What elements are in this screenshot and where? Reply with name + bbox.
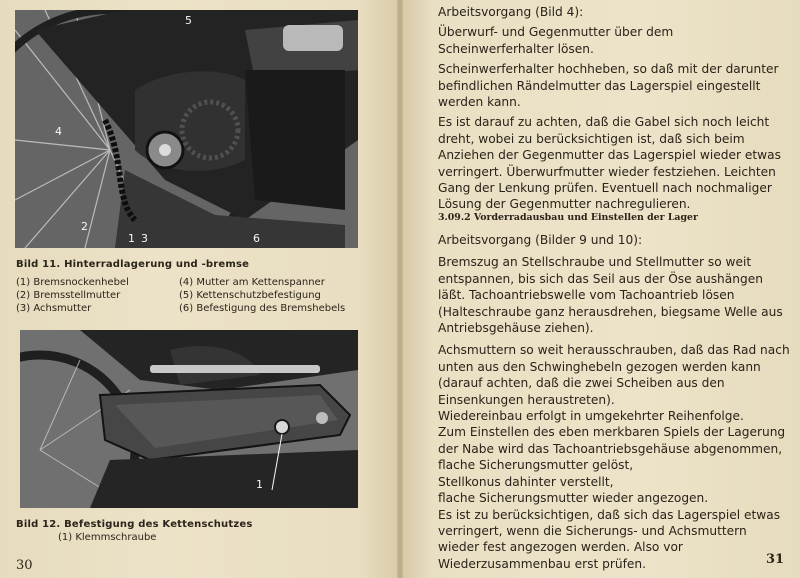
paragraph: Stellkonus dahinter verstellt,	[438, 474, 614, 489]
paragraph: Zum Einstellen des eben merkbaren Spiels der Lagerung der Nabe wird das Tachoantriebsgehäuse abgenommen, flache Sicherungsmutter gelöst,	[438, 425, 786, 473]
paragraph: Achsmuttern so weit herausschrauben, daß das Rad nach unten aus den Schwinghebeln gezogen werden kann (darauf achten, daß die zwei Scheiben aus den Einsenkungen heraustreten).	[438, 343, 790, 407]
legend-item: (3) Achsmutter	[16, 303, 92, 314]
fig11-callout-4: 4	[55, 125, 62, 138]
legend-item: (1) Klemmschraube	[58, 532, 157, 543]
paragraph: Bremszug an Stellschraube und Stellmutter so weit entspannen, bis sich das Seil aus der Öse aushängen läßt. Tachoantriebswelle vom Tachoantrieb lösen (Halteschraube ganz herausdrehen, biegsame Welle aus Antriebsgehäuse ziehen).	[438, 255, 783, 336]
fig11-callout-3: 3	[141, 232, 148, 245]
paragraph: Überwurf- und Gegenmutter über dem Scheinwerferhalter lösen.	[438, 25, 674, 56]
figure-11-legend	[16, 276, 376, 318]
page-number-left: 30	[16, 558, 33, 573]
legend-item: (5) Kettenschutzbefestigung	[179, 290, 321, 301]
figure-12-caption: Bild 12. Befestigung des Kettenschutzes	[16, 519, 253, 530]
book-gutter	[397, 0, 403, 578]
figure-11-caption: Bild 11. Hinterradlagerung und -bremse	[16, 259, 250, 270]
fig11-callout-2: 2	[81, 220, 88, 233]
fig11-callout-5: 5	[185, 14, 192, 27]
instruction-block-2	[438, 232, 790, 572]
fig11-callout-1: 1	[128, 232, 135, 245]
section-heading: 3.09.2 Vorderradausbau und Einstellen der Lager	[438, 212, 698, 223]
paragraph: Es ist zu berücksichtigen, daß sich das Lagerspiel etwas verringert, wenn die Sicherungs- und Achsmuttern wieder fest angezogen werden. Also vor Wiederzusammenbau erst prüfen.	[438, 507, 781, 571]
block2-heading: Arbeitsvorgang (Bilder 9 und 10):	[438, 233, 643, 247]
legend-item: (2) Bremsstellmutter	[16, 290, 121, 301]
page-number-right: 31	[766, 552, 785, 567]
paragraph: Scheinwerferhalter hochheben, so daß mit der darunter befindlichen Rändelmutter das Lagerspiel eingestellt werden kann.	[438, 62, 779, 110]
legend-item: (1) Bremsnockenhebel	[16, 277, 129, 288]
fig11-callout-6: 6	[253, 232, 260, 245]
fig12-callout-1: 1	[256, 478, 263, 491]
figure-12-photo	[20, 330, 358, 508]
paragraph: flache Sicherungsmutter wieder angezogen.	[438, 491, 709, 506]
legend-item: (6) Befestigung des Bremshebels	[179, 303, 346, 314]
instruction-block-1	[438, 4, 790, 213]
paragraph: Wiedereinbau erfolgt in umgekehrter Reihenfolge.	[438, 409, 744, 424]
legend-item: (4) Mutter am Kettenspanner	[179, 277, 325, 288]
paragraph: Es ist darauf zu achten, daß die Gabel sich noch leicht dreht, wobei zu berücksichtigen ist, daß sich beim Anziehen der Gegenmutter das Lagerspiel wieder etwas verringert. Überwurfmutter wieder festziehen. Leichten Gang der Lenkung prüfen. Eventuell nach nochmaliger Lösung der Gegenmutter nachregulieren.	[438, 115, 781, 212]
block1-heading: Arbeitsvorgang (Bild 4):	[438, 5, 584, 19]
figure-11-photo	[15, 10, 358, 248]
